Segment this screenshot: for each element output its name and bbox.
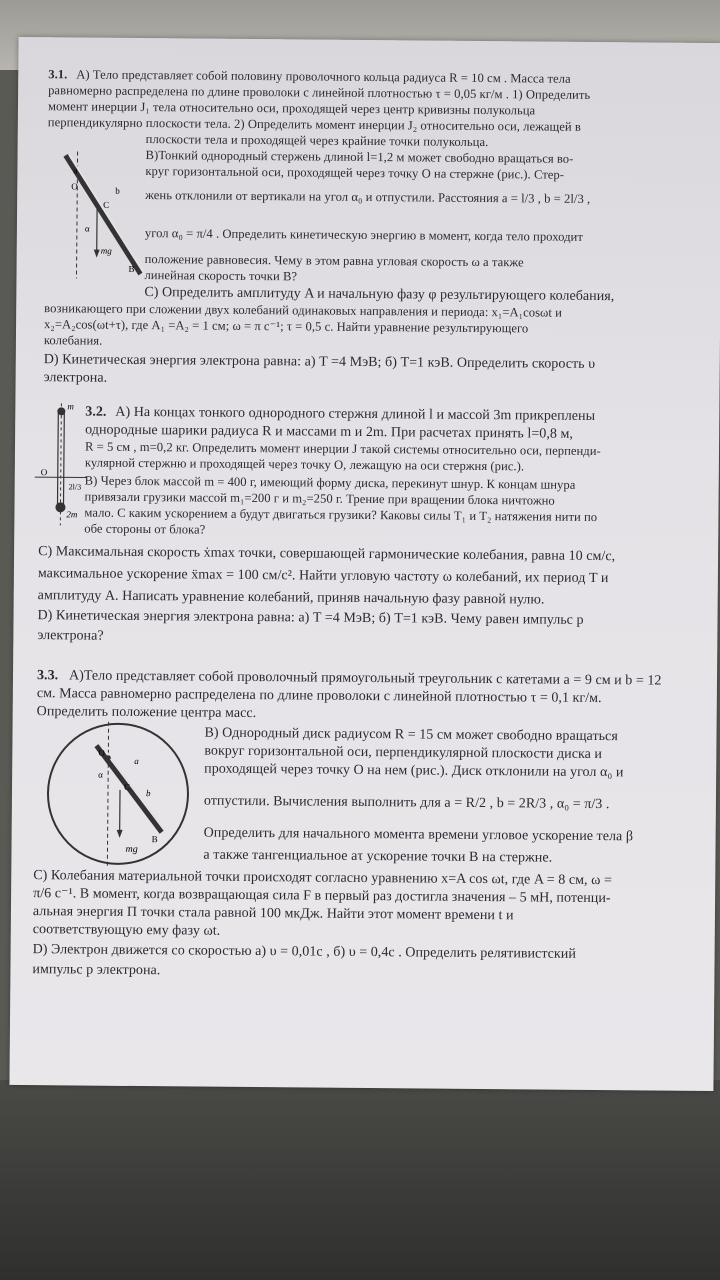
- text-line: B) Однородный диск радиусом R = 15 см может свободно вращаться: [204, 725, 618, 745]
- text-line: привязали грузики массой m₁=200 г и m₂=250 г. Трение при вращении блока ничтожно: [84, 489, 555, 508]
- label-mg: mg: [100, 245, 112, 256]
- text-line: мало. С каким ускорением a будут двигаться грузики? Каковы силы T₁ и T₂ натяжения нити по: [84, 505, 598, 525]
- label-b: b: [115, 185, 120, 196]
- label-o: O: [71, 181, 78, 192]
- text-line: линейная скорость точки B?: [144, 268, 298, 284]
- text-line: а также тангенциальное aτ ускорение точки B на стержне.: [203, 847, 553, 866]
- text-line: момент инерции J₁ тела относительно оси, проходящей через центр кривизны полукольца: [47, 99, 536, 118]
- label-alpha: α: [98, 769, 103, 780]
- text-line: амплитуду A. Написать уравнение колебаний, приняв начальную фазу равной нулю.: [37, 588, 545, 608]
- pivot-point: [106, 755, 111, 760]
- problem-number: 3.1.: [48, 67, 68, 82]
- text-line: А) Тело представляет собой половину проволочного кольца радиуса R = 10 см . Масса тела: [76, 67, 571, 86]
- text-line: вокруг горизонтальной оси, перпендикулярной плоскости диска и: [204, 743, 603, 763]
- text-line: π/6 с⁻¹. В момент, когда возвращающая сила F в первый раз достигла значения – 5 мН, потенци-: [33, 886, 611, 907]
- text-line: равномерно распределена по длине проволоки с линейной плотностью τ = 0,05 кг/м . 1) Определить: [48, 83, 591, 102]
- text-line: D) Кинетическая энергия электрона равна: а) T =4 МэВ; б) T=1 кэВ. Чему равен импульс p: [37, 608, 584, 628]
- text-line: R = 5 см , m=0,2 кг. Определить момент инерции J такой системы относительно оси, перпенди-: [84, 439, 601, 459]
- vertical-axis: [107, 722, 108, 866]
- rod-balls-figure: [30, 399, 91, 530]
- text-line: С) Максимальная скорость ẋmax точки, совершающей гармонические колебания, равна 10 см/с,: [38, 544, 616, 565]
- label-o: O: [98, 747, 105, 758]
- text-line: однородные шарики радиуса R и массами m и 2m. При расчетах принять l=0,8 м,: [85, 422, 574, 442]
- label-a: a: [73, 165, 78, 176]
- ball-m: [57, 407, 65, 415]
- text-line: перпендикулярно плоскости тела. 2) Определить момент инерции J₂ относительно оси, лежащей в: [47, 115, 581, 134]
- label-c: C: [124, 781, 131, 792]
- text-line: обе стороны от блока?: [84, 521, 206, 537]
- disk: [47, 723, 188, 864]
- text-line: положение равновесия. Чему в этом равна угловая скорость ω а также: [144, 252, 524, 270]
- label-b-point: B: [128, 263, 135, 274]
- label-mg: mg: [125, 843, 138, 856]
- label-b: b: [145, 788, 151, 799]
- ball-2m: [55, 502, 65, 512]
- text-line: жень отклонили от вертикали на угол α₀ и отпустили. Расстояния a = l/3 , b = 2l/3 ,: [145, 188, 591, 206]
- text-line: Определить для начального момента времени угловое ускорение тела β: [203, 825, 634, 845]
- text-line: отпустили. Вычисления выполнить для a = R/2 , b = 2R/3 , α₀ = π/3 .: [203, 793, 610, 813]
- text-line: B) Через блок массой m = 400 г, имеющий форму диска, перекинут шнур. К концам шнура: [84, 473, 576, 492]
- label-2m: 2m: [66, 509, 78, 520]
- text-line: А)Тело представляет собой проволочный прямоугольный треугольник с катетами a = 9 см и b = 12: [68, 668, 662, 689]
- background-bottom: [0, 1080, 720, 1280]
- text-line: проходящей через точку O на нем (рис.). Диск отклонили на угол α₀ и: [204, 761, 624, 781]
- text-line: x₂=A₂cos(ωt+τ), где A₁ =A₂ = 1 см; ω = π с⁻¹; τ = 0,5 с. Найти уравнение результирующего: [44, 317, 529, 336]
- text-line: плоскости тела и проходящей через крайние точки полукольца.: [145, 132, 489, 150]
- problem-number: 3.3.: [36, 668, 59, 684]
- text-line: кулярной стержню и проходящей через точку O, лежащую на оси стержня (рис.).: [84, 455, 525, 474]
- text-line: С) Колебания материальной точки происходят согласно уравнению x=A cos ωt, где A = 8 см, ω =: [33, 868, 612, 889]
- label-2l3: 2l/3: [68, 482, 82, 492]
- disk-figure: [33, 719, 200, 870]
- label-m: m: [67, 401, 74, 412]
- text-line: С) Определить амплитуду A и начальную фазу φ результирующего колебания,: [144, 285, 615, 305]
- text-line: см. Масса равномерно распределена по длине проволоки с линейной плотностью τ = 0,1 кг/м.: [36, 686, 602, 707]
- label-alpha: α: [84, 223, 90, 234]
- text-line: D) Кинетическая энергия электрона равна: а) T =4 МэВ; б) T=1 кэВ. Определить скорость υ: [43, 352, 596, 372]
- text-line: D) Электрон движется со скоростью а) υ = 0,01c , б) υ = 0,4c . Определить релятивистский: [32, 942, 576, 962]
- paper-sheet: [9, 37, 720, 1091]
- text-line: круг горизонтальной оси, проходящей через точку O на стержне (рис.). Стер-: [145, 164, 565, 182]
- label-c: C: [103, 199, 110, 210]
- text-line: Определить положение центра масс.: [36, 704, 257, 722]
- text-line: электрона?: [37, 628, 104, 644]
- text-line: угол α₀ = π/4 . Определить кинетическую энергию в момент, когда тело проходит: [144, 226, 583, 244]
- text-line: электрона.: [43, 370, 108, 386]
- text-line: соответствующую ему фазу ωt.: [32, 922, 221, 939]
- label-b-point: B: [151, 834, 158, 845]
- pivot-point: [81, 181, 86, 186]
- text-line: альная энергия П точки стала равной 100 мкДж. Найти этот момент времени t и: [32, 904, 514, 924]
- text-line: импульс p электрона.: [32, 962, 161, 979]
- rod-figure: [44, 143, 145, 284]
- text-line: А) На концах тонкого однородного стержня длиной l и массой 3m прикреплены: [115, 404, 596, 424]
- text-line: колебания.: [43, 333, 103, 348]
- text-line: B)Тонкий однородный стержень длиной l=1,2 м может свободно вращаться во-: [145, 148, 574, 166]
- label-a: a: [134, 755, 139, 767]
- label-o: O: [40, 467, 48, 478]
- problem-number: 3.2.: [85, 404, 107, 420]
- text-line: максимальное ускорение ẍmax = 100 см/с². Найти угловую частоту ω колебаний, их период T и: [37, 566, 609, 587]
- text-line: возникающего при сложении двух колебаний одинаковых направления и периода: x₁=A₁cosωt и: [44, 301, 562, 320]
